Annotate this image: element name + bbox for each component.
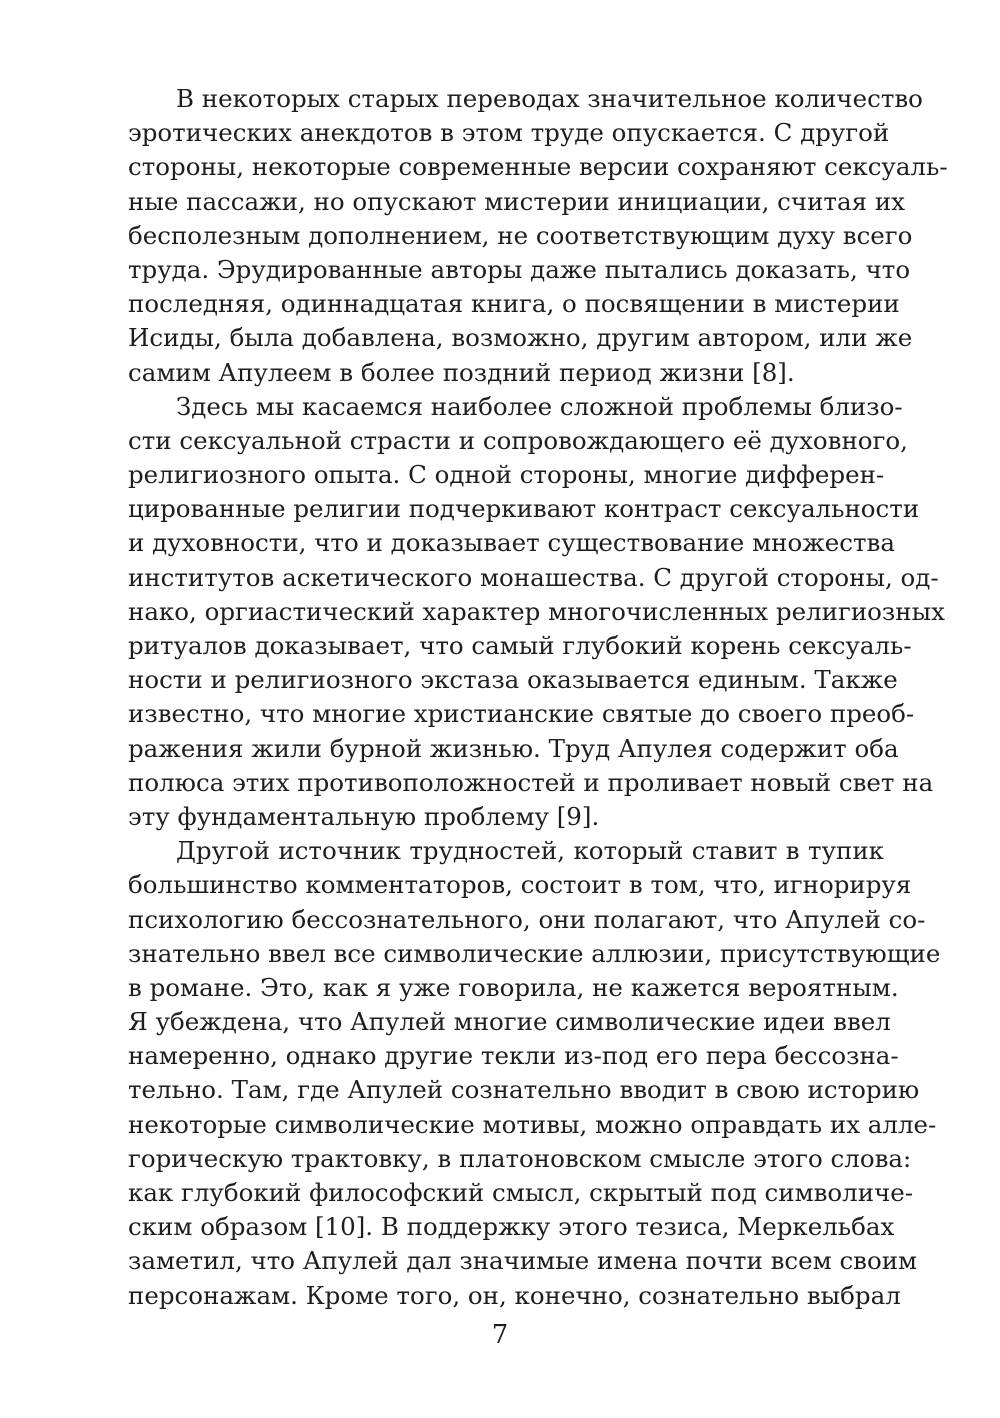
text-line: тельно. Там, где Апулей сознательно вводит в свою историю <box>128 1075 920 1105</box>
text-line: труда. Эрудированные авторы даже пытались доказать, что <box>128 254 911 284</box>
text-line: эту фундаментальную проблему [9]. <box>128 801 600 831</box>
text-line: институтов аскетического монашества. С другой стороны, од- <box>128 562 939 592</box>
text-line: в романе. Это, как я уже говорила, не кажется вероятным. <box>128 972 899 1002</box>
text-line: бесполезным дополнением, не соответствующим духу всего <box>128 220 913 250</box>
text-line: религиозного опыта. С одной стороны, многие дифферен- <box>128 460 885 490</box>
text-line: знательно ввел все символические аллюзии, присутствующие <box>128 938 941 968</box>
text-line: В некоторых старых переводах значительное количество <box>176 84 923 113</box>
text-line: и духовности, что и доказывает существование множества <box>128 528 895 558</box>
text-line: ные пассажи, но опускают мистерии инициации, считая их <box>128 186 905 216</box>
page-number: 7 <box>491 1320 509 1350</box>
text-line: полюса этих противоположностей и проливает новый свет на <box>128 767 934 797</box>
body-text <box>128 82 948 1313</box>
text-line: Я убеждена, что Апулей многие символические идеи ввел <box>128 1007 891 1037</box>
text-line: сти сексуальной страсти и сопровождающего её духовного, <box>128 425 908 455</box>
paragraph-3 <box>128 834 941 1313</box>
text-line: психологию бессознательного, они полагают, что Апулей со- <box>128 904 926 934</box>
text-line: Другой источник трудностей, который ставит в тупик <box>176 836 884 866</box>
text-line: как глубокий философский смысл, скрытый под символиче- <box>128 1178 914 1207</box>
text-line: стороны, некоторые современные версии сохраняют сексуаль- <box>128 152 948 182</box>
text-line: горическую трактовку, в платоновском смысле этого слова: <box>128 1143 912 1173</box>
text-line: Исиды, была добавлена, возможно, другим автором, или же <box>128 323 913 353</box>
text-line: намеренно, однако другие текли из-под его пера бессозна- <box>128 1041 899 1071</box>
text-line: ритуалов доказывает, что самый глубокий корень сексуаль- <box>128 631 912 660</box>
text-line: цированные религии подчеркивают контраст сексуальности <box>128 494 920 524</box>
paragraph-2 <box>128 390 945 834</box>
text-line: нако, оргиастический характер многочисленных религиозных <box>128 596 945 626</box>
text-line: ности и религиозного экстаза оказывается единым. Также <box>128 665 898 695</box>
text-line: ским образом [10]. В поддержку этого тезиса, Меркельбах <box>128 1212 895 1242</box>
text-line: персонажам. Кроме того, он, конечно, сознательно выбрал <box>128 1280 901 1310</box>
text-line: последняя, одиннадцатая книга, о посвящении в мистерии <box>128 289 900 319</box>
text-line: Здесь мы касаемся наиболее сложной проблемы близо- <box>176 391 903 421</box>
text-line: заметил, что Апулей дал значимые имена почти всем своим <box>128 1246 918 1276</box>
text-line: некоторые символические мотивы, можно оправдать их алле- <box>128 1109 937 1139</box>
text-line: известно, что многие христианские святые до своего преоб- <box>128 699 915 729</box>
text-line: большинство комментаторов, состоит в том, что, игнорируя <box>128 870 912 900</box>
text-line: самим Апулеем в более поздний период жизни [8]. <box>128 357 795 387</box>
text-line: ражения жили бурной жизнью. Труд Апулея содержит оба <box>128 733 899 763</box>
paragraph-1 <box>128 82 948 390</box>
text-line: эротических анекдотов в этом труде опускается. С другой <box>128 118 890 148</box>
